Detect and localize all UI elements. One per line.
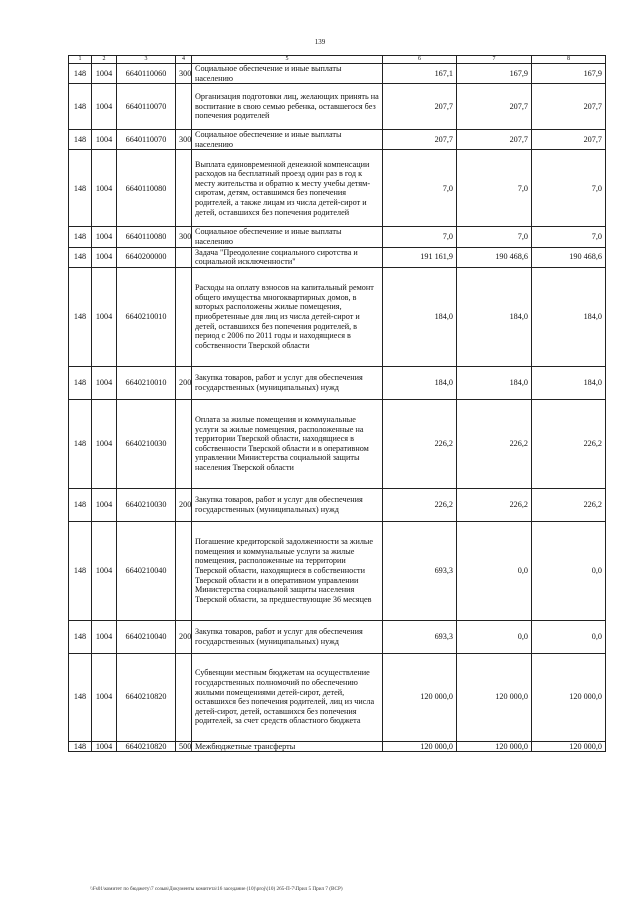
amount-year1-cell: 693,3 — [383, 620, 457, 653]
amount-year1-cell: 191 161,9 — [383, 247, 457, 267]
amount-year1-cell: 184,0 — [383, 267, 457, 366]
expense-type-cell: 300 — [176, 130, 192, 150]
amount-year2-cell: 184,0 — [457, 366, 532, 399]
description-cell: Закупка товаров, работ и услуг для обеспечения государственных (муниципальных) нужд — [192, 488, 383, 521]
agency-code-cell: 148 — [69, 653, 92, 741]
amount-year1-cell: 226,2 — [383, 488, 457, 521]
description-cell: Организация подготовки лиц, желающих принять на воспитание в свою семью ребенка, оставшегося без попечения родителей — [192, 84, 383, 130]
table-header-row — [69, 56, 606, 64]
description-cell: Закупка товаров, работ и услуг для обеспечения государственных (муниципальных) нужд — [192, 366, 383, 399]
amount-year2-cell: 226,2 — [457, 399, 532, 488]
section-code-cell: 1004 — [92, 741, 117, 752]
table-row — [69, 64, 606, 84]
agency-code-cell: 148 — [69, 399, 92, 488]
target-article-cell: 6640110070 — [117, 84, 176, 130]
section-code-cell: 1004 — [92, 130, 117, 150]
target-article-cell: 6640110060 — [117, 64, 176, 84]
section-code-cell: 1004 — [92, 227, 117, 247]
table-row — [69, 521, 606, 620]
description-cell: Выплата единовременной денежной компенсации расходов на бесплатный проезд один раз в год к месту жительства и обратно к месту учебы детям-сиротам, детям, оставшимся без попечения родителей, а также лицам из числа детей-сирот и детей, оставшихся без попечения родителей — [192, 150, 383, 227]
expense-type-cell — [176, 247, 192, 267]
description-cell: Социальное обеспечение и иные выплаты населению — [192, 64, 383, 84]
amount-year1-cell: 207,7 — [383, 130, 457, 150]
table-row — [69, 130, 606, 150]
budget-table — [68, 55, 606, 752]
section-code-cell: 1004 — [92, 488, 117, 521]
amount-year1-cell: 226,2 — [383, 399, 457, 488]
target-article-cell: 6640110080 — [117, 150, 176, 227]
section-code-cell: 1004 — [92, 84, 117, 130]
section-code-cell: 1004 — [92, 620, 117, 653]
description-cell: Оплата за жилые помещения и коммунальные услуги за жилые помещения, расположенные на территории Тверской области, находящиеся в собственности Тверской области и в оперативном управлении Министерства социальной защиты населения Тверской области — [192, 399, 383, 488]
amount-year1-cell: 7,0 — [383, 227, 457, 247]
amount-year2-cell: 7,0 — [457, 227, 532, 247]
section-code-cell: 1004 — [92, 64, 117, 84]
amount-year3-cell: 0,0 — [532, 620, 606, 653]
amount-year1-cell: 207,7 — [383, 84, 457, 130]
target-article-cell: 6640210010 — [117, 366, 176, 399]
amount-year1-cell: 167,1 — [383, 64, 457, 84]
amount-year2-cell: 226,2 — [457, 488, 532, 521]
agency-code-cell: 148 — [69, 521, 92, 620]
description-cell: Задача "Преодоление социального сиротства и социальной исключенности" — [192, 247, 383, 267]
amount-year2-cell: 207,7 — [457, 130, 532, 150]
amount-year2-cell: 7,0 — [457, 150, 532, 227]
amount-year2-cell: 0,0 — [457, 620, 532, 653]
description-cell: Расходы на оплату взносов на капитальный ремонт общего имущества многоквартирных домов, в которых расположены жилые помещения, приобретенные для лиц из числа детей-сирот и детей, оставшихся без попечения родителей, в период с 2006 по 2011 годы и находящиеся в собственности Тверской области — [192, 267, 383, 366]
expense-type-cell: 200 — [176, 488, 192, 521]
amount-year2-cell: 167,9 — [457, 64, 532, 84]
section-code-cell: 1004 — [92, 399, 117, 488]
table-row — [69, 653, 606, 741]
target-article-cell: 6640210040 — [117, 620, 176, 653]
agency-code-cell: 148 — [69, 150, 92, 227]
table-row — [69, 84, 606, 130]
amount-year3-cell: 207,7 — [532, 130, 606, 150]
column-header: 8 — [532, 56, 606, 64]
amount-year1-cell: 184,0 — [383, 366, 457, 399]
agency-code-cell: 148 — [69, 247, 92, 267]
section-code-cell: 1004 — [92, 247, 117, 267]
page-number: 139 — [314, 38, 326, 46]
expense-type-cell — [176, 267, 192, 366]
amount-year1-cell: 693,3 — [383, 521, 457, 620]
expense-type-cell — [176, 521, 192, 620]
description-cell: Субвенции местным бюджетам на осуществление государственных полномочий по обеспечению жилыми помещениями детей-сирот, детей, оставшихся без попечения родителей, лиц из числа детей-сирот, детей, оставшихся без попечения родителей, за счет средств областного бюджета — [192, 653, 383, 741]
column-header: 6 — [383, 56, 457, 64]
amount-year2-cell: 0,0 — [457, 521, 532, 620]
amount-year3-cell: 207,7 — [532, 84, 606, 130]
file-path-footer: \\Fs01\комитет по бюджету\7 созыв\Документы комитета\16 заседание (10)\proj\(10) 265-П-7\Прил 5 Прил 7 (ВСР) — [90, 886, 343, 892]
description-cell: Межбюджетные трансферты — [192, 741, 383, 752]
amount-year3-cell: 184,0 — [532, 267, 606, 366]
agency-code-cell: 148 — [69, 64, 92, 84]
column-header: 3 — [117, 56, 176, 64]
section-code-cell: 1004 — [92, 653, 117, 741]
expense-type-cell — [176, 84, 192, 130]
expense-type-cell — [176, 399, 192, 488]
amount-year3-cell: 0,0 — [532, 521, 606, 620]
amount-year2-cell: 207,7 — [457, 84, 532, 130]
amount-year3-cell: 120 000,0 — [532, 653, 606, 741]
agency-code-cell: 148 — [69, 267, 92, 366]
target-article-cell: 6640110080 — [117, 227, 176, 247]
amount-year2-cell: 120 000,0 — [457, 741, 532, 752]
table-row — [69, 150, 606, 227]
table-row — [69, 399, 606, 488]
description-cell: Закупка товаров, работ и услуг для обеспечения государственных (муниципальных) нужд — [192, 620, 383, 653]
agency-code-cell: 148 — [69, 488, 92, 521]
amount-year3-cell: 7,0 — [532, 227, 606, 247]
column-header: 2 — [92, 56, 117, 64]
amount-year3-cell: 7,0 — [532, 150, 606, 227]
section-code-cell: 1004 — [92, 366, 117, 399]
table-row — [69, 488, 606, 521]
agency-code-cell: 148 — [69, 130, 92, 150]
expense-type-cell: 300 — [176, 64, 192, 84]
section-code-cell: 1004 — [92, 267, 117, 366]
target-article-cell: 6640110070 — [117, 130, 176, 150]
target-article-cell: 6640210820 — [117, 741, 176, 752]
column-header: 4 — [176, 56, 192, 64]
amount-year2-cell: 190 468,6 — [457, 247, 532, 267]
expense-type-cell: 200 — [176, 620, 192, 653]
table-row — [69, 247, 606, 267]
section-code-cell: 1004 — [92, 150, 117, 227]
section-code-cell: 1004 — [92, 521, 117, 620]
expense-type-cell — [176, 150, 192, 227]
table-row — [69, 366, 606, 399]
amount-year2-cell: 120 000,0 — [457, 653, 532, 741]
table-row — [69, 227, 606, 247]
agency-code-cell: 148 — [69, 741, 92, 752]
amount-year1-cell: 7,0 — [383, 150, 457, 227]
amount-year3-cell: 184,0 — [532, 366, 606, 399]
amount-year2-cell: 184,0 — [457, 267, 532, 366]
target-article-cell: 6640210030 — [117, 399, 176, 488]
table-row — [69, 267, 606, 366]
amount-year3-cell: 167,9 — [532, 64, 606, 84]
column-header: 5 — [192, 56, 383, 64]
target-article-cell: 6640200000 — [117, 247, 176, 267]
target-article-cell: 6640210030 — [117, 488, 176, 521]
amount-year3-cell: 226,2 — [532, 488, 606, 521]
agency-code-cell: 148 — [69, 84, 92, 130]
column-header: 1 — [69, 56, 92, 64]
column-header: 7 — [457, 56, 532, 64]
amount-year3-cell: 120 000,0 — [532, 741, 606, 752]
expense-type-cell: 300 — [176, 227, 192, 247]
description-cell: Социальное обеспечение и иные выплаты населению — [192, 130, 383, 150]
agency-code-cell: 148 — [69, 227, 92, 247]
amount-year1-cell: 120 000,0 — [383, 741, 457, 752]
amount-year3-cell: 190 468,6 — [532, 247, 606, 267]
agency-code-cell: 148 — [69, 620, 92, 653]
table-row — [69, 620, 606, 653]
target-article-cell: 6640210040 — [117, 521, 176, 620]
amount-year1-cell: 120 000,0 — [383, 653, 457, 741]
description-cell: Погашение кредиторской задолженности за жилые помещения и коммунальные услуги за жилые помещения, расположенные на территории Тверской области, находящиеся в собственности Тверской области и в оперативном управлении Министерства социальной защиты населения Тверской области, за предшествующие 36 месяцев — [192, 521, 383, 620]
target-article-cell: 6640210820 — [117, 653, 176, 741]
expense-type-cell: 500 — [176, 741, 192, 752]
target-article-cell: 6640210010 — [117, 267, 176, 366]
amount-year3-cell: 226,2 — [532, 399, 606, 488]
expense-type-cell — [176, 653, 192, 741]
description-cell: Социальное обеспечение и иные выплаты населению — [192, 227, 383, 247]
expense-type-cell: 200 — [176, 366, 192, 399]
table-row — [69, 741, 606, 752]
agency-code-cell: 148 — [69, 366, 92, 399]
